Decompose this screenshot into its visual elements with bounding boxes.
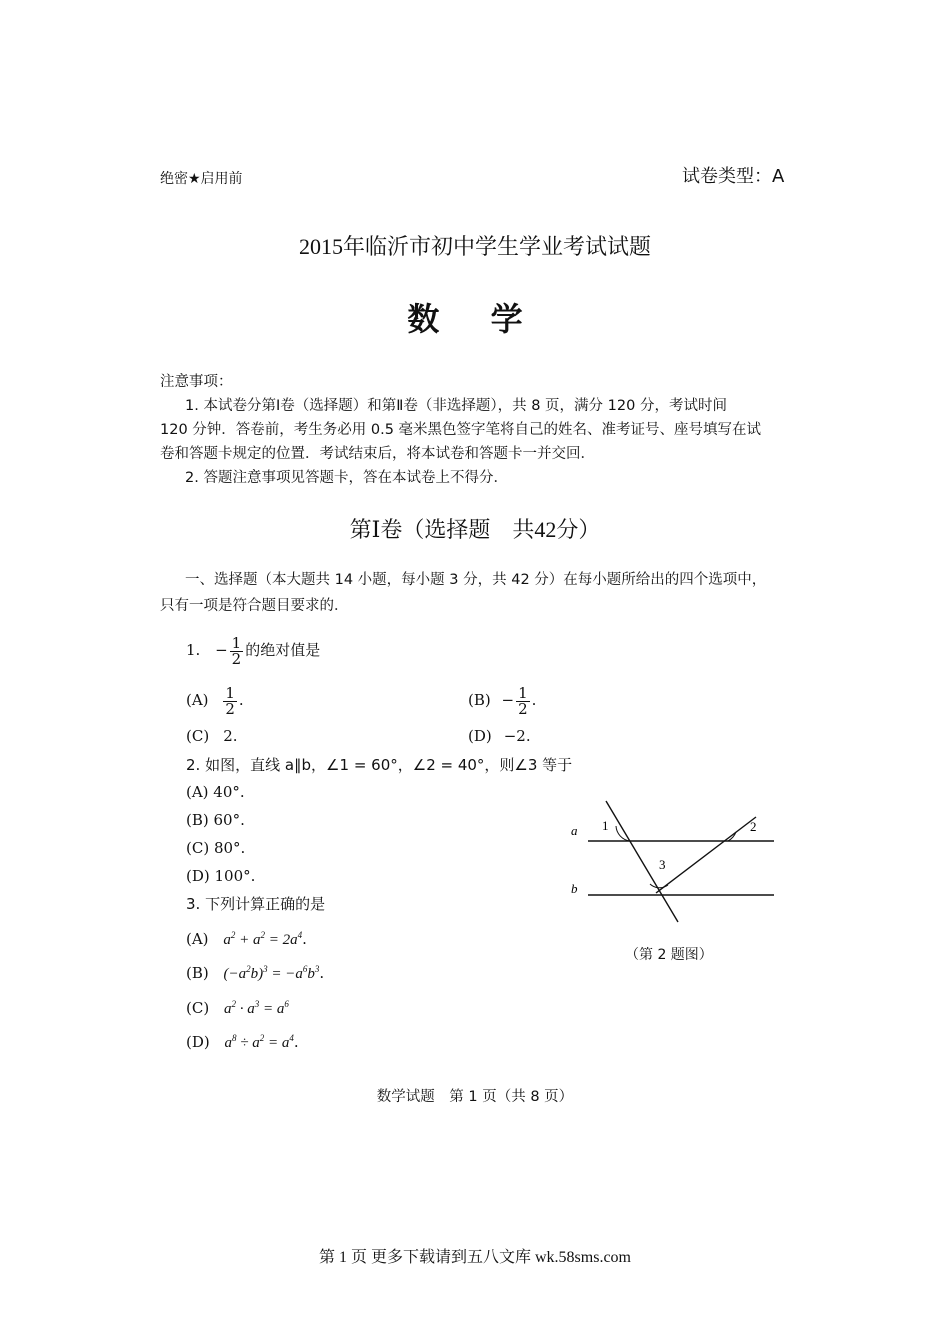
exam-title: 2015年临沂市初中学生学业考试试题 xyxy=(298,234,651,259)
q3-stem: 3. 下列计算正确的是 xyxy=(186,895,326,913)
label-angle-2: 2 xyxy=(750,819,757,834)
label-angle-1: 1 xyxy=(602,818,609,833)
notes-item2: 2. 答题注意事项见答题卡，答在本试卷上不得分． xyxy=(185,470,508,486)
q1-option-d: (D) −2. xyxy=(468,727,531,745)
notes-heading: 注意事项： xyxy=(160,374,233,390)
q3-option-d: (D) $a^8 \div a^2 = a^4$. xyxy=(186,1033,299,1051)
q3-option-a: (A) $a^2 + a^2 = 2a^4$. xyxy=(186,930,307,948)
q3-option-c: (C) $a^2 \cdot a^3 = a^6$ xyxy=(186,999,289,1017)
q1-option-c: (C) 2. xyxy=(186,727,238,745)
subject-title: 数 学 xyxy=(407,300,543,338)
secret-label: 绝密★启用前 xyxy=(160,171,243,187)
q2-option-b: (B) 60°. xyxy=(186,811,245,829)
section-intro-line2: 只有一项是符合题目要求的． xyxy=(160,598,349,614)
notes-item1-line3: 卷和答题卡规定的位置．考试结束后，将本试卷和答题卡一并交回． xyxy=(160,446,595,462)
q2-option-a: (A) 40°. xyxy=(186,783,245,801)
q3-option-b: (B) $(-a^2b)^3 = -a^6b^3$. xyxy=(186,964,325,982)
transversal-1 xyxy=(606,801,678,922)
q1-option-b: (B) − $\frac{1}{2}$ . xyxy=(468,683,537,718)
q2-figure-caption: （第 2 题图） xyxy=(625,947,713,963)
q1-option-a: (A) $\frac{1}{2}$ . xyxy=(186,683,244,718)
q2-option-c: (C) 80°. xyxy=(186,839,246,857)
download-watermark: 第 1 页 更多下载请到五八文库 wk.58sms.com xyxy=(318,1249,631,1266)
q2-figure xyxy=(560,795,790,930)
q1-fraction: $\frac{1}{2}$ xyxy=(231,633,242,668)
question-1 xyxy=(186,630,320,670)
q2-stem: 2. 如图，直线 a∥b，∠1 = 60°，∠2 = 40°，则∠3 等于 xyxy=(186,756,573,774)
page-footer: 数学试题 第 1 页（共 8 页） xyxy=(376,1089,574,1105)
notes-item1-line1: 1. 本试卷分第Ⅰ卷（选择题）和第Ⅱ卷（非选择题），共 8 页，满分 120 分，考试时间 xyxy=(185,398,727,414)
notes-item1-line2: 120 分钟．答卷前，考生务必用 0.5 毫米黑色签字笔将自己的姓名、准考证号、座号填写在试 xyxy=(160,422,762,438)
transversal-2 xyxy=(656,817,756,893)
section-intro-line1: 一、选择题（本大题共 14 小题，每小题 3 分，共 42 分）在每小题所给出的四个选项中， xyxy=(185,572,767,588)
label-a: a xyxy=(571,823,578,838)
section-title: 第Ⅰ卷（选择题 共42分） xyxy=(349,517,601,542)
q2-option-d: (D) 100°. xyxy=(186,867,256,885)
q1-sign: − xyxy=(215,641,228,659)
paper-type-label: 试卷类型：A xyxy=(682,166,785,187)
q1-stem: 的绝对值是 xyxy=(245,641,321,659)
label-b: b xyxy=(571,881,578,896)
label-angle-3: 3 xyxy=(659,857,666,872)
q1-number: 1. xyxy=(186,641,201,659)
